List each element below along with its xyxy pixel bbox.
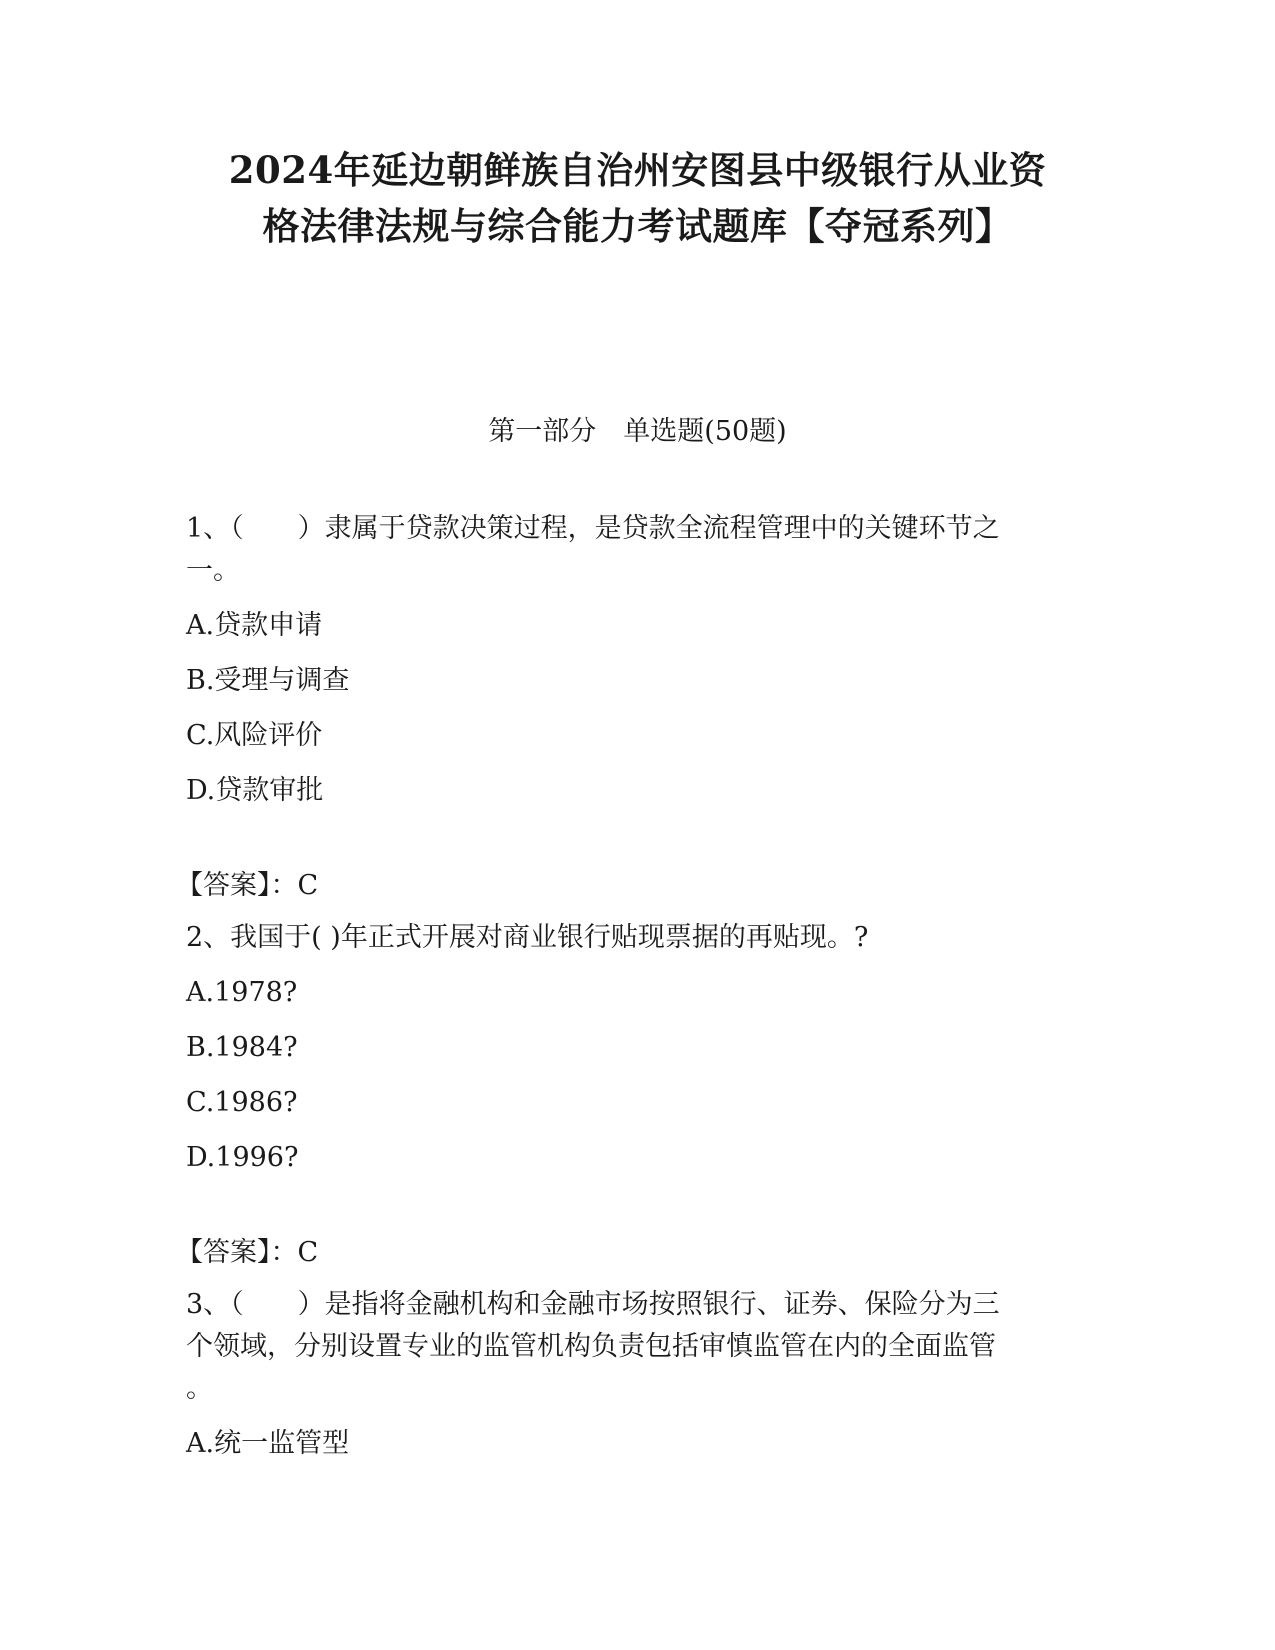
question-1-option-a: A.贷款申请: [186, 610, 323, 641]
question-1-option-d: D.贷款审批: [186, 775, 324, 806]
title-line-2: 格法律法规与综合能力考试题库【夺冠系列】: [262, 204, 1013, 248]
question-2-option-c: C.1986?: [186, 1087, 298, 1118]
question-list: [176, 508, 1086, 1477]
question-line: 一。: [186, 555, 240, 586]
question-3-text: [186, 1284, 1086, 1410]
question-line: 2、我国于( )年正式开展对商业银行贴现票据的再贴现。?: [186, 922, 869, 953]
title-line-1: 2024年延边朝鲜族自治州安图县中级银行从业资: [228, 148, 1047, 192]
question-1-answer: 【答案】：C: [176, 870, 319, 901]
question-1-option-b: B.受理与调查: [186, 665, 350, 696]
question-2-text: [186, 917, 1086, 959]
document-title: [150, 142, 1125, 254]
question-line: 1、（ ）隶属于贷款决策过程，是贷款全流程管理中的关键环节之: [186, 513, 1000, 544]
section-heading: 第一部分 单选题(50题): [488, 416, 787, 447]
question-2-option-a: A.1978?: [186, 977, 298, 1008]
question-1-text: [186, 508, 1086, 592]
question-3-option-a: A.统一监管型: [186, 1428, 350, 1459]
question-2-answer: 【答案】：C: [176, 1237, 319, 1268]
question-line: 个领域，分别设置专业的监管机构负责包括审慎监管在内的全面监管: [186, 1331, 996, 1362]
question-line: 3、（ ）是指将金融机构和金融市场按照银行、证券、保险分为三: [186, 1289, 1000, 1320]
question-1-option-c: C.风险评价: [186, 720, 323, 751]
question-2-option-d: D.1996?: [186, 1142, 299, 1173]
question-line: 。: [186, 1373, 213, 1404]
question-2-option-b: B.1984?: [186, 1032, 298, 1063]
